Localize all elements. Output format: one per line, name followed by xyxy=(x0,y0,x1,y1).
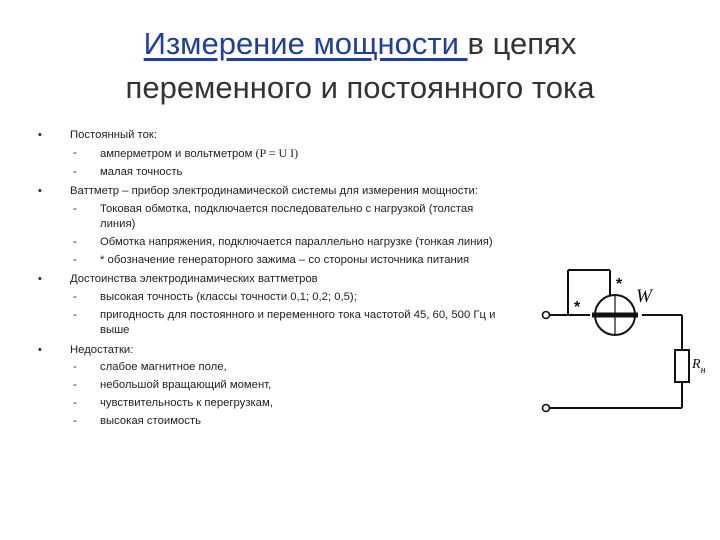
meter-label: W xyxy=(636,286,652,307)
sub-bullet-text: амперметром и вольтметром xyxy=(100,147,256,160)
bullet-list xyxy=(38,128,508,432)
load-label-r: R xyxy=(692,357,701,372)
title-line2: переменного и постоянного тока xyxy=(125,70,595,105)
slide-title xyxy=(0,22,720,110)
sub-bullet: - малая точность xyxy=(70,165,508,180)
sub-bullet: - чувствительность к перегрузкам, xyxy=(70,396,508,411)
sub-bullet: - небольшой вращающий момент, xyxy=(70,378,508,393)
title-line1-rest: в цепях xyxy=(467,26,577,61)
sub-bullet xyxy=(70,146,508,162)
power-formula: (P = U I) xyxy=(255,145,299,160)
load-label xyxy=(691,357,706,376)
load-resistor xyxy=(675,350,689,382)
load-label-sub: н xyxy=(700,365,706,376)
sub-bullet: - высокая точность (классы точности 0,1; 0,2; 0,5); xyxy=(70,290,508,305)
bullet-heading: • Ваттметр – прибор электродинамической системы для измерения мощности: xyxy=(70,185,479,198)
title-link[interactable]: Измерение мощности xyxy=(143,26,468,61)
terminal-bottom xyxy=(543,405,550,412)
sub-bullet: - Обмотка напряжения, подключается параллельно нагрузке (тонкая линия) xyxy=(70,235,508,250)
wattmeter-circuit-diagram xyxy=(530,258,710,418)
sub-bullet: - пригодность для постоянного и переменного тока частотой 45, 60, 500 Гц и выше xyxy=(70,308,508,338)
current-terminal-star: * xyxy=(574,299,581,316)
bullet-heading: • Недостатки: xyxy=(70,343,134,356)
bullet-heading: • Постоянный ток: xyxy=(70,129,157,141)
terminal-top xyxy=(543,312,550,319)
sub-bullet: - слабое магнитное поле, xyxy=(70,360,508,375)
voltage-terminal-star: * xyxy=(616,276,623,293)
bullet-wattmeter xyxy=(38,184,508,267)
bullet-disadvantages xyxy=(38,343,508,429)
sub-bullet: - высокая стоимость xyxy=(70,414,508,429)
bullet-dc xyxy=(38,128,508,179)
sub-bullet: - Токовая обмотка, подключается последовательно с нагрузкой (толстая линия) xyxy=(70,202,508,232)
sub-bullet: - * обозначение генераторного зажима – со стороны источника питания xyxy=(70,253,508,268)
bullet-heading: • Достоинства электродинамических ваттметров xyxy=(70,273,318,286)
bullet-advantages xyxy=(38,272,508,337)
